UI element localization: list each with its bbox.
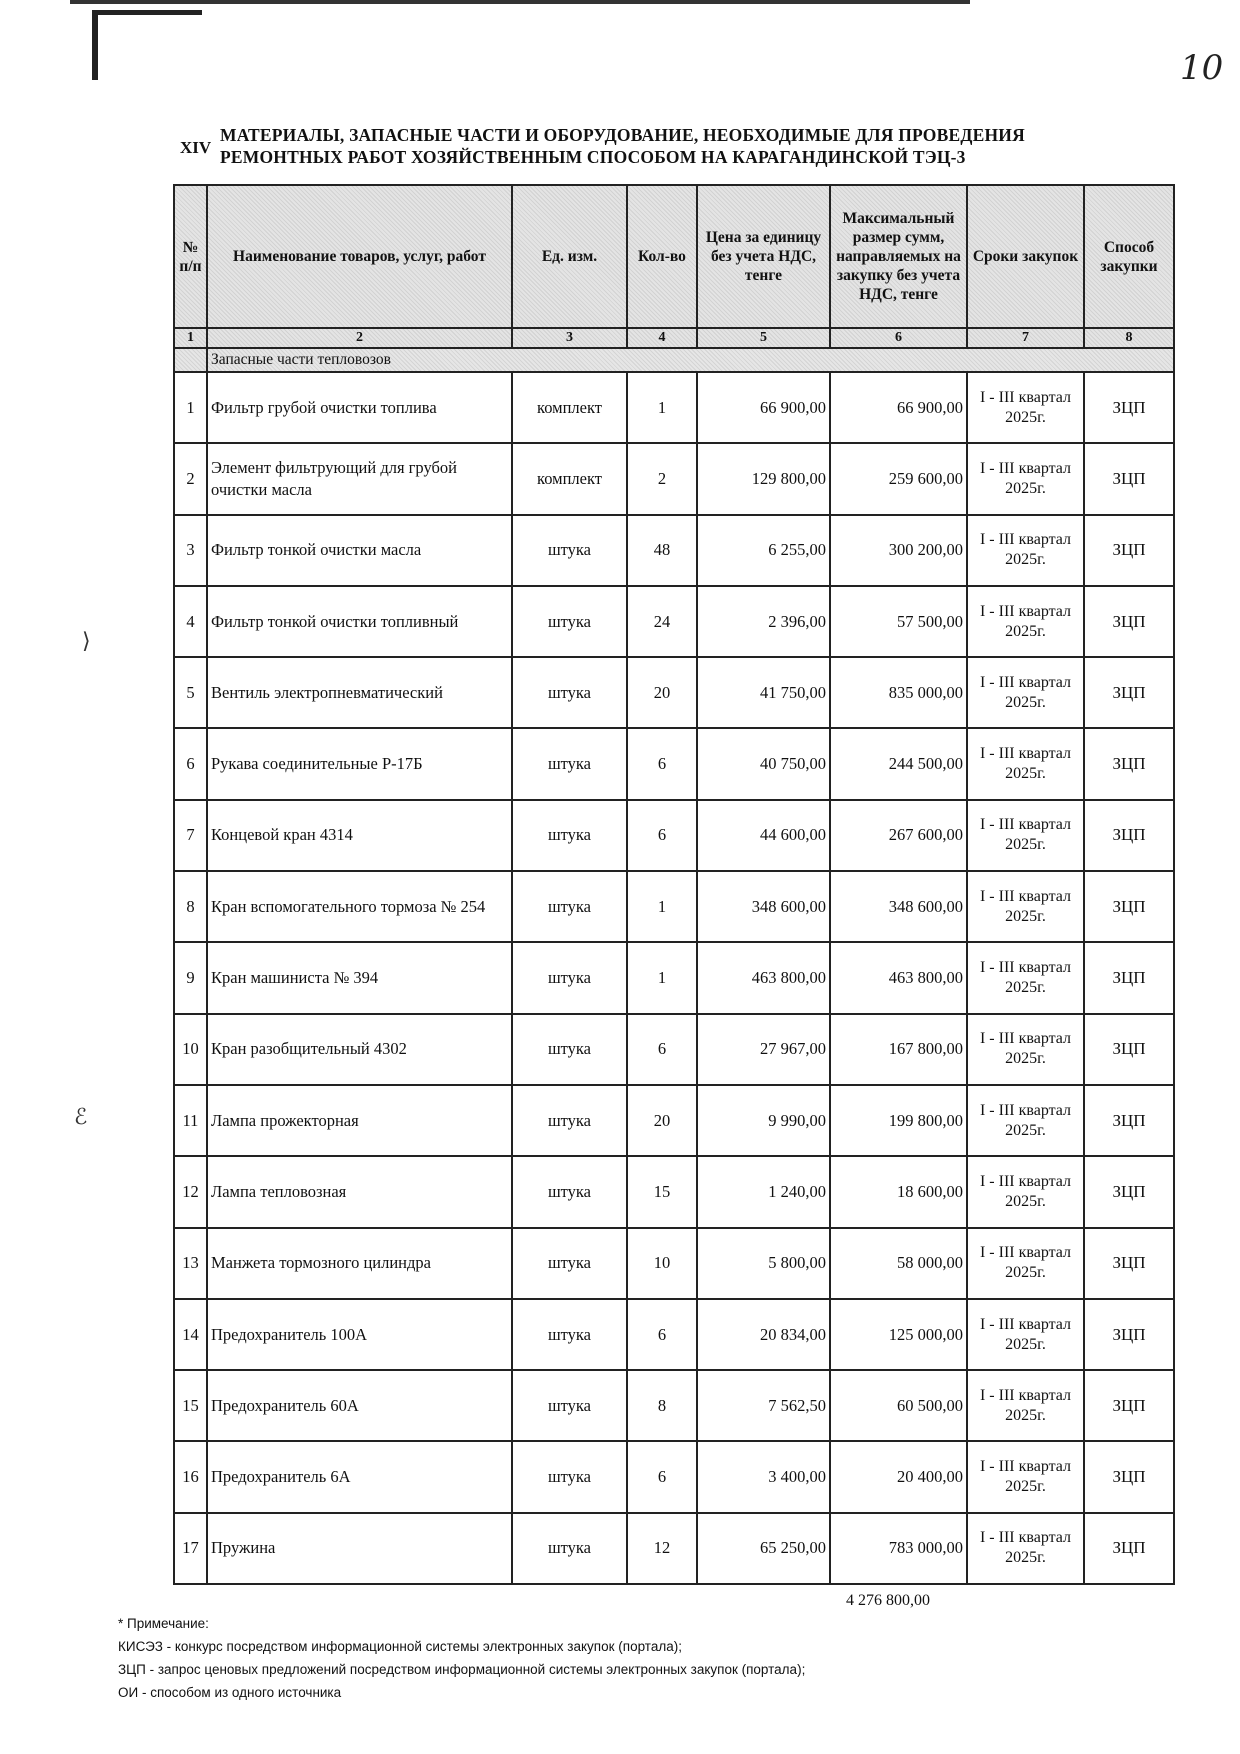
cell-period: I - III квартал 2025г. (967, 372, 1084, 443)
margin-mark: ℰ (74, 1104, 88, 1129)
cell-total: 60 500,00 (830, 1370, 967, 1441)
cell-qty: 2 (627, 443, 697, 514)
cell-unit: штука (512, 942, 627, 1013)
cell-name: Лампа тепловозная (207, 1156, 512, 1227)
cell-qty: 1 (627, 372, 697, 443)
notes-heading: * Примечание: (118, 1616, 209, 1631)
cell-no: 12 (174, 1156, 207, 1227)
cell-qty: 6 (627, 800, 697, 871)
cell-qty: 1 (627, 942, 697, 1013)
cell-no: 14 (174, 1299, 207, 1370)
cell-unit: штука (512, 515, 627, 586)
cell-method: ЗЦП (1084, 1370, 1174, 1441)
cell-method: ЗЦП (1084, 515, 1174, 586)
cell-method: ЗЦП (1084, 1156, 1174, 1227)
cell-method: ЗЦП (1084, 443, 1174, 514)
cell-method: ЗЦП (1084, 372, 1174, 443)
cell-unit: штука (512, 1513, 627, 1584)
cell-price: 20 834,00 (697, 1299, 830, 1370)
cell-method: ЗЦП (1084, 586, 1174, 657)
cell-qty: 1 (627, 871, 697, 942)
cell-price: 6 255,00 (697, 515, 830, 586)
cell-method: ЗЦП (1084, 728, 1174, 799)
cell-method: ЗЦП (1084, 1299, 1174, 1370)
cell-price: 2 396,00 (697, 586, 830, 657)
cell-qty: 15 (627, 1156, 697, 1227)
scan-mark-vertical (92, 10, 98, 80)
cell-total: 259 600,00 (830, 443, 967, 514)
cell-method: ЗЦП (1084, 1014, 1174, 1085)
cell-name: Пружина (207, 1513, 512, 1584)
cell-qty: 6 (627, 1441, 697, 1512)
cell-unit: штука (512, 1014, 627, 1085)
cell-total: 300 200,00 (830, 515, 967, 586)
cell-price: 66 900,00 (697, 372, 830, 443)
cell-no: 10 (174, 1014, 207, 1085)
cell-period: I - III квартал 2025г. (967, 443, 1084, 514)
scan-edge-top (70, 0, 970, 4)
cell-qty: 20 (627, 657, 697, 728)
cell-period: I - III квартал 2025г. (967, 1014, 1084, 1085)
cell-period: I - III квартал 2025г. (967, 1441, 1084, 1512)
cell-no: 13 (174, 1228, 207, 1299)
cell-price: 9 990,00 (697, 1085, 830, 1156)
cell-total: 57 500,00 (830, 586, 967, 657)
cell-method: ЗЦП (1084, 1513, 1174, 1584)
cell-qty: 6 (627, 728, 697, 799)
cell-unit: штука (512, 586, 627, 657)
note-line: КИСЭЗ - конкурс посредством информационной системы электронных закупок (портала); (118, 1639, 682, 1654)
cell-qty: 48 (627, 515, 697, 586)
cell-name: Кран вспомогательного тормоза № 254 (207, 871, 512, 942)
cell-period: I - III квартал 2025г. (967, 1370, 1084, 1441)
cell-total: 66 900,00 (830, 372, 967, 443)
cell-unit: штука (512, 1441, 627, 1512)
cell-price: 44 600,00 (697, 800, 830, 871)
table-row (174, 1228, 1174, 1299)
cell-total: 463 800,00 (830, 942, 967, 1013)
table-row (174, 1513, 1174, 1584)
cell-total: 199 800,00 (830, 1085, 967, 1156)
cell-total: 267 600,00 (830, 800, 967, 871)
cell-total: 125 000,00 (830, 1299, 967, 1370)
cell-unit: штука (512, 1370, 627, 1441)
cell-period: I - III квартал 2025г. (967, 515, 1084, 586)
cell-total: 58 000,00 (830, 1228, 967, 1299)
cell-period: I - III квартал 2025г. (967, 871, 1084, 942)
cell-name: Предохранитель 100А (207, 1299, 512, 1370)
cell-period: I - III квартал 2025г. (967, 1228, 1084, 1299)
cell-no: 16 (174, 1441, 207, 1512)
table-row (174, 728, 1174, 799)
cell-name: Элемент фильтрующий для грубой очистки масла (207, 443, 512, 514)
table-row (174, 942, 1174, 1013)
cell-name: Кран машиниста № 394 (207, 942, 512, 1013)
cell-price: 27 967,00 (697, 1014, 830, 1085)
cell-name: Кран разобщительный 4302 (207, 1014, 512, 1085)
section-number: XIV (180, 138, 212, 157)
cell-method: ЗЦП (1084, 871, 1174, 942)
cell-qty: 10 (627, 1228, 697, 1299)
cell-price: 463 800,00 (697, 942, 830, 1013)
cell-unit: штука (512, 871, 627, 942)
notes (118, 1612, 805, 1704)
cell-period: I - III квартал 2025г. (967, 1513, 1084, 1584)
cell-qty: 12 (627, 1513, 697, 1584)
cell-total: 167 800,00 (830, 1014, 967, 1085)
cell-qty: 8 (627, 1370, 697, 1441)
cell-name: Предохранитель 60А (207, 1370, 512, 1441)
header-no: № п/п (174, 185, 207, 328)
cell-no: 4 (174, 586, 207, 657)
header-qty: Кол-во (627, 185, 697, 328)
header-row (174, 185, 1174, 328)
cell-period: I - III квартал 2025г. (967, 657, 1084, 728)
cell-no: 8 (174, 871, 207, 942)
cell-period: I - III квартал 2025г. (967, 1299, 1084, 1370)
cell-unit: штука (512, 1299, 627, 1370)
cell-period: I - III квартал 2025г. (967, 800, 1084, 871)
cell-method: ЗЦП (1084, 1228, 1174, 1299)
cell-qty: 20 (627, 1085, 697, 1156)
cell-name: Рукава соединительные Р-17Б (207, 728, 512, 799)
header-total: Максимальный размер сумм, направляемых на закупку без учета НДС, тенге (830, 185, 967, 328)
cell-price: 41 750,00 (697, 657, 830, 728)
table-row (174, 443, 1174, 514)
cell-period: I - III квартал 2025г. (967, 586, 1084, 657)
header-name: Наименование товаров, услуг, работ (207, 185, 512, 328)
cell-method: ЗЦП (1084, 1085, 1174, 1156)
cell-price: 7 562,50 (697, 1370, 830, 1441)
section-title: Запасные части тепловозов (207, 348, 1174, 372)
cell-total: 835 000,00 (830, 657, 967, 728)
cell-unit: штука (512, 800, 627, 871)
column-number: 4 (627, 328, 697, 348)
scan-mark (92, 10, 202, 15)
table-row (174, 871, 1174, 942)
cell-unit: штука (512, 1228, 627, 1299)
cell-no: 17 (174, 1513, 207, 1584)
cell-no: 3 (174, 515, 207, 586)
cell-total: 18 600,00 (830, 1156, 967, 1227)
cell-name: Фильтр тонкой очистки масла (207, 515, 512, 586)
cell-name: Фильтр грубой очистки топлива (207, 372, 512, 443)
cell-price: 5 800,00 (697, 1228, 830, 1299)
column-number: 5 (697, 328, 830, 348)
cell-total: 20 400,00 (830, 1441, 967, 1512)
column-number: 2 (207, 328, 512, 348)
cell-qty: 6 (627, 1299, 697, 1370)
cell-no: 5 (174, 657, 207, 728)
cell-no: 15 (174, 1370, 207, 1441)
table-row (174, 657, 1174, 728)
header-unit: Ед. изм. (512, 185, 627, 328)
header-period: Сроки закупок (967, 185, 1084, 328)
cell-unit: штука (512, 1085, 627, 1156)
cell-no: 11 (174, 1085, 207, 1156)
cell-unit: комплект (512, 443, 627, 514)
column-number: 3 (512, 328, 627, 348)
cell-name: Предохранитель 6А (207, 1441, 512, 1512)
cell-unit: штука (512, 1156, 627, 1227)
section-row (174, 348, 1174, 372)
cell-qty: 24 (627, 586, 697, 657)
items-table (173, 184, 1175, 1585)
cell-period: I - III квартал 2025г. (967, 1085, 1084, 1156)
cell-price: 3 400,00 (697, 1441, 830, 1512)
cell-name: Лампа прожекторная (207, 1085, 512, 1156)
cell-method: ЗЦП (1084, 1441, 1174, 1512)
cell-period: I - III квартал 2025г. (967, 728, 1084, 799)
cell-period: I - III квартал 2025г. (967, 1156, 1084, 1227)
cell-unit: комплект (512, 372, 627, 443)
table-row (174, 1299, 1174, 1370)
cell-no: 1 (174, 372, 207, 443)
cell-period: I - III квартал 2025г. (967, 942, 1084, 1013)
cell-price: 348 600,00 (697, 871, 830, 942)
table-row (174, 1156, 1174, 1227)
table-row (174, 586, 1174, 657)
table-row (174, 1085, 1174, 1156)
cell-method: ЗЦП (1084, 657, 1174, 728)
cell-no: 7 (174, 800, 207, 871)
column-number: 6 (830, 328, 967, 348)
table-row (174, 800, 1174, 871)
cell-method: ЗЦП (1084, 942, 1174, 1013)
cell-no: 6 (174, 728, 207, 799)
column-number: 8 (1084, 328, 1174, 348)
cell-total: 348 600,00 (830, 871, 967, 942)
note-line: ОИ - способом из одного источника (118, 1685, 342, 1700)
cell-price: 129 800,00 (697, 443, 830, 514)
table-row (174, 1370, 1174, 1441)
column-number-row (174, 328, 1174, 348)
cell-name: Концевой кран 4314 (207, 800, 512, 871)
cell-name: Манжета тормозного цилиндра (207, 1228, 512, 1299)
table-row (174, 515, 1174, 586)
page-number: 10 (1180, 48, 1224, 88)
margin-mark: ⟩ (82, 628, 91, 653)
cell-price: 65 250,00 (697, 1513, 830, 1584)
cell-name: Фильтр тонкой очистки топливный (207, 586, 512, 657)
grand-total: 4 276 800,00 (846, 1592, 930, 1609)
cell-method: ЗЦП (1084, 800, 1174, 871)
cell-unit: штука (512, 728, 627, 799)
cell-unit: штука (512, 657, 627, 728)
cell-no: 9 (174, 942, 207, 1013)
cell-total: 244 500,00 (830, 728, 967, 799)
table-row (174, 1441, 1174, 1512)
cell-qty: 6 (627, 1014, 697, 1085)
column-number: 1 (174, 328, 207, 348)
header-method: Способ закупки (1084, 185, 1174, 328)
column-number: 7 (967, 328, 1084, 348)
title-text: МАТЕРИАЛЫ, ЗАПАСНЫЕ ЧАСТИ И ОБОРУДОВАНИЕ, НЕОБХОДИМЫЕ ДЛЯ ПРОВЕДЕНИЯ РЕМОНТНЫХ РАБОТ ХОЗЯЙСТВЕННЫМ СПОСОБОМ НА КАРАГАНДИНСКОЙ ТЭЦ-3 (220, 125, 1025, 167)
note-line: ЗЦП - запрос ценовых предложений посредством информационной системы электронных закупок (портала); (118, 1662, 806, 1677)
cell-no: 2 (174, 443, 207, 514)
cell-price: 1 240,00 (697, 1156, 830, 1227)
cell-name: Вентиль электропневматический (207, 657, 512, 728)
cell-price: 40 750,00 (697, 728, 830, 799)
table-row (174, 372, 1174, 443)
cell-total: 783 000,00 (830, 1513, 967, 1584)
table-row (174, 1014, 1174, 1085)
header-price: Цена за единицу без учета НДС, тенге (697, 185, 830, 328)
